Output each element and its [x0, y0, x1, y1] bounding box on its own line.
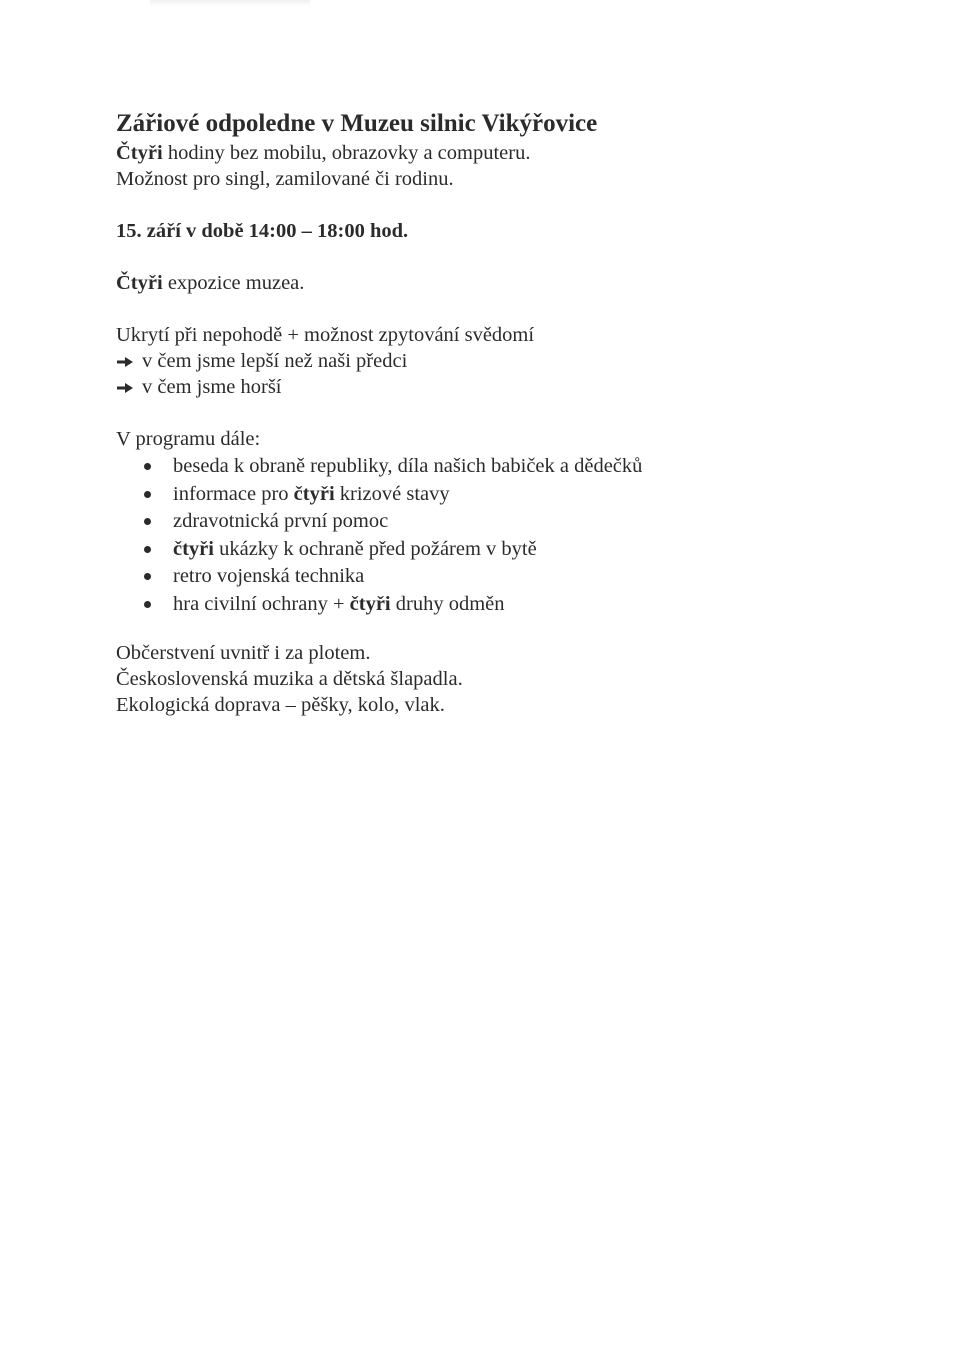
list-item-text: [173, 591, 505, 619]
text-run: ukázky k ochraně před požárem v bytě: [213, 537, 537, 560]
document-content: [116, 108, 836, 718]
bold-text-run: čtyři: [349, 592, 391, 615]
list-item-text: [173, 481, 450, 509]
spacer: [116, 400, 836, 426]
program-list: [116, 453, 836, 618]
bold-text-run: Čtyři: [116, 142, 163, 164]
shelter-line: Ukrytí při nepohodě + možnost zpytování svědomí: [116, 324, 535, 346]
bullet-icon: [144, 518, 151, 525]
list-item: [144, 563, 836, 591]
spacer: [116, 192, 836, 218]
text-run: beseda k obraně republiky, díla našich babiček a dědečků: [173, 455, 643, 477]
list-item: [144, 481, 836, 509]
list-item: [144, 508, 836, 536]
bullet-icon: [144, 463, 151, 470]
list-item: [144, 591, 836, 619]
bullet-icon: [144, 546, 151, 553]
closing-line-3: Ekologická doprava – pěšky, kolo, vlak.: [116, 694, 445, 716]
arrow-item-2: [116, 374, 836, 400]
list-item-text: [173, 536, 537, 564]
right-arrow-icon: [116, 356, 134, 368]
bold-text-run: Čtyři: [116, 272, 163, 294]
text-run: Možnost pro singl, zamilované či rodinu.: [116, 168, 454, 190]
spacer: [116, 244, 836, 270]
list-item: [144, 536, 836, 564]
list-item: [144, 453, 836, 481]
text-run: druhy odměn: [390, 592, 505, 615]
text-run: expozice muzea.: [162, 272, 305, 294]
text-run: hra civilní ochrany +: [173, 592, 350, 615]
scan-shadow: [150, 0, 310, 6]
intro-line-2: [116, 166, 836, 192]
spacer: [116, 296, 836, 322]
text-run: krizové stavy: [334, 482, 450, 505]
text-run: informace pro: [173, 482, 294, 505]
bullet-icon: [144, 601, 151, 608]
text-run: zdravotnická první pomoc: [173, 510, 389, 532]
program-heading: V programu dále:: [116, 428, 261, 450]
spacer: [116, 618, 836, 640]
arrow-item-1: [116, 348, 836, 374]
right-arrow-icon: [116, 382, 134, 394]
list-item-text: [173, 563, 364, 591]
text-run: retro vojenská technika: [173, 565, 365, 587]
document-title: Zářiové odpoledne v Muzeu silnic Vikýřovice: [116, 110, 598, 137]
text-run: hodiny bez mobilu, obrazovky a computeru.: [162, 142, 531, 164]
list-item-text: [173, 508, 388, 536]
intro-line-1: [116, 140, 836, 166]
list-item-text: [173, 453, 642, 481]
arrow-item-text: v čem jsme horší: [142, 376, 282, 398]
bullet-icon: [144, 491, 151, 498]
exhibition-line: [116, 270, 836, 296]
bold-text-run: čtyři: [173, 537, 214, 560]
date-line: 15. září v době 14:00 – 18:00 hod.: [116, 220, 409, 242]
arrow-item-text: v čem jsme lepší než naši předci: [142, 350, 408, 372]
bold-text-run: čtyři: [293, 482, 335, 505]
closing-line-2: Československá muzika a dětská šlapadla.: [116, 668, 463, 690]
bullet-icon: [144, 573, 151, 580]
closing-line-1: Občerstvení uvnitř i za plotem.: [116, 642, 371, 664]
